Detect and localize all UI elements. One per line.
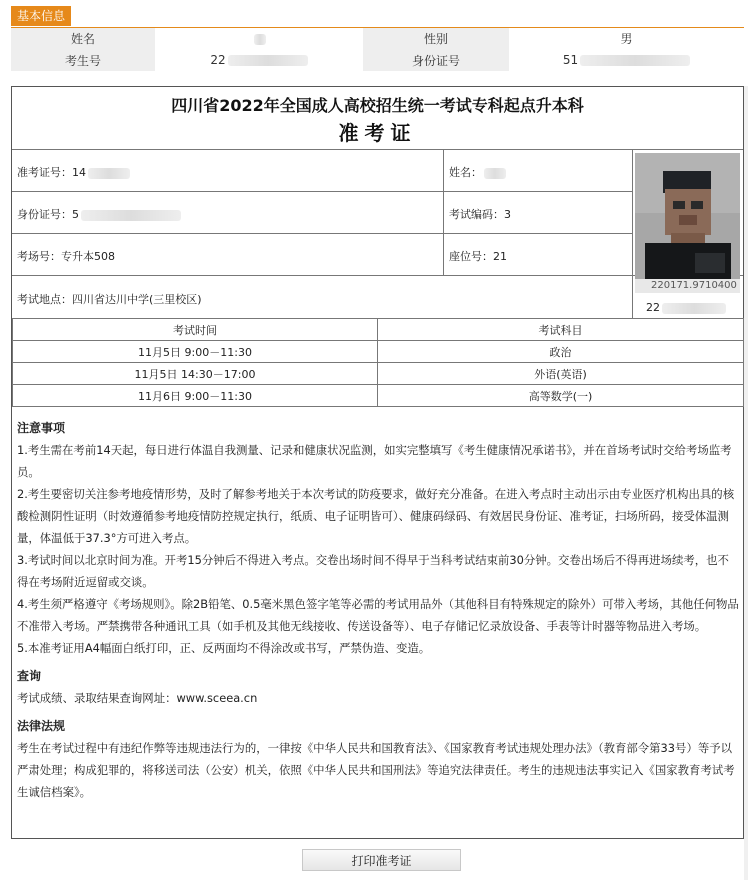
exam-location: 考试地点：四川省达川中学(三里校区) <box>17 293 202 306</box>
seat-number: 座位号：21 <box>449 250 507 263</box>
tab-basic-info[interactable]: 基本信息 <box>11 6 71 26</box>
law-text: 考生在考试过程中有违纪作弊等违规违法行为的，一律按《中华人民共和国教育法》、《国家教育考试违规处理办法》（教育部令第33号）等予以严肃处理；构成犯罪的，将移送司法（公安）机关，依照《中华人民共和国刑法》等追究法律责任。考生的违规违法事实记入《国家教育考试考生诚信档案》。 <box>17 741 735 799</box>
query-text: 考试成绩、录取结果查询网址：www.sceea.cn <box>17 691 258 705</box>
divider <box>12 149 743 150</box>
exam-time: 11月5日 14:30－17:00 <box>13 363 378 385</box>
name-label: 姓名 <box>11 28 155 50</box>
divider <box>12 233 632 234</box>
notes-section <box>17 417 739 803</box>
exam-time: 11月6日 9:00－11:30 <box>13 385 378 407</box>
gender-label: 性别 <box>363 28 509 50</box>
id-value: 51 <box>509 50 744 72</box>
exam-time: 11月5日 9:00－11:30 <box>13 341 378 363</box>
basic-info-table <box>11 28 744 71</box>
table-row <box>13 341 744 363</box>
exam-no-label: 考生号 <box>11 50 155 72</box>
note-item: 3.考试时间以北京时间为准。开考15分钟后不得进入考点。交卷出场时间不得早于当科考试结束前30分钟。交卷出场后不得再进场续考，也不得在考场附近逗留或交谈。 <box>17 553 729 589</box>
admission-no: 准考证号：14 <box>17 164 130 180</box>
photo-overlay-number: 220171.9710400 <box>651 280 737 291</box>
candidate-name: 姓名： <box>449 164 506 180</box>
law-heading: 法律法规 <box>17 719 66 733</box>
note-item: 1.考生需在考前14天起，每日进行体温自我测量、记录和健康状况监测，如实完整填写《考生健康情况承诺书》，并在首场考试时交给考场监考员。 <box>17 443 732 479</box>
schedule-header-time: 考试时间 <box>13 319 378 341</box>
exam-room: 考场号：专升本508 <box>17 250 115 263</box>
schedule-header-subject: 考试科目 <box>378 319 744 341</box>
basic-info-tabbar <box>11 0 744 28</box>
print-admission-card-button[interactable]: 打印准考证 <box>302 849 461 871</box>
admission-card <box>11 86 744 839</box>
redacted-mask <box>580 55 690 66</box>
scrollbar-track[interactable] <box>744 86 748 880</box>
gender-value: 男 <box>509 28 744 50</box>
exam-schedule-table <box>12 318 744 407</box>
query-heading: 查询 <box>17 669 42 683</box>
id-label: 身份证号 <box>363 50 509 72</box>
redacted-mask <box>228 55 308 66</box>
table-row <box>13 385 744 407</box>
photo-caption: 22 <box>646 301 726 314</box>
name-value <box>155 28 363 50</box>
exam-subject: 外语(英语) <box>378 363 744 385</box>
redacted-mask <box>81 210 181 221</box>
exam-subject: 政治 <box>378 341 744 363</box>
notes-heading: 注意事项 <box>17 421 66 435</box>
note-item: 4.考生须严格遵守《考场规则》。除2B铅笔、0.5毫米黑色签字笔等必需的考试用品外（其他科目有特殊规定的除外）可带入考场，其他任何物品不准带入考场。严禁携带各种通讯工具（如手机及其他无线接收、传送设备等）、电子存储记忆录放设备、手表等计时器等物品进入考场。 <box>17 597 739 633</box>
exam-no-value: 22 <box>155 50 363 72</box>
note-item: 5.本准考证用A4幅面白纸打印，正、反两面均不得涂改或书写，严禁伪造、变造。 <box>17 641 431 655</box>
redacted-mask <box>254 34 266 45</box>
card-title: 四川省2022年全国成人高校招生统一考试专科起点升本科 <box>171 96 584 115</box>
redacted-mask <box>484 168 506 179</box>
card-subtitle: 准考证 <box>338 121 417 145</box>
exam-code: 考试编码：3 <box>449 208 511 221</box>
candidate-photo <box>635 153 740 293</box>
note-item: 2.考生要密切关注参考地疫情形势，及时了解参考地关于本次考试的防疫要求，做好充分准备。在进入考点时主动出示由专业医疗机构出具的核酸检测阴性证明（时效遵循参考地疫情防控规定执行，纸质、电子证明皆可）、健康码绿码、有效居民身份证、准考证，扫场所码，接受体温测量，体温低于37.3°方可进入考点。 <box>17 487 735 545</box>
redacted-mask <box>662 303 726 314</box>
id-number: 身份证号：5 <box>17 206 181 222</box>
redacted-mask <box>88 168 130 179</box>
divider <box>443 149 444 275</box>
divider <box>632 149 633 318</box>
exam-subject: 高等数学(一) <box>378 385 744 407</box>
divider <box>12 191 632 192</box>
divider <box>12 275 743 276</box>
table-row <box>13 363 744 385</box>
